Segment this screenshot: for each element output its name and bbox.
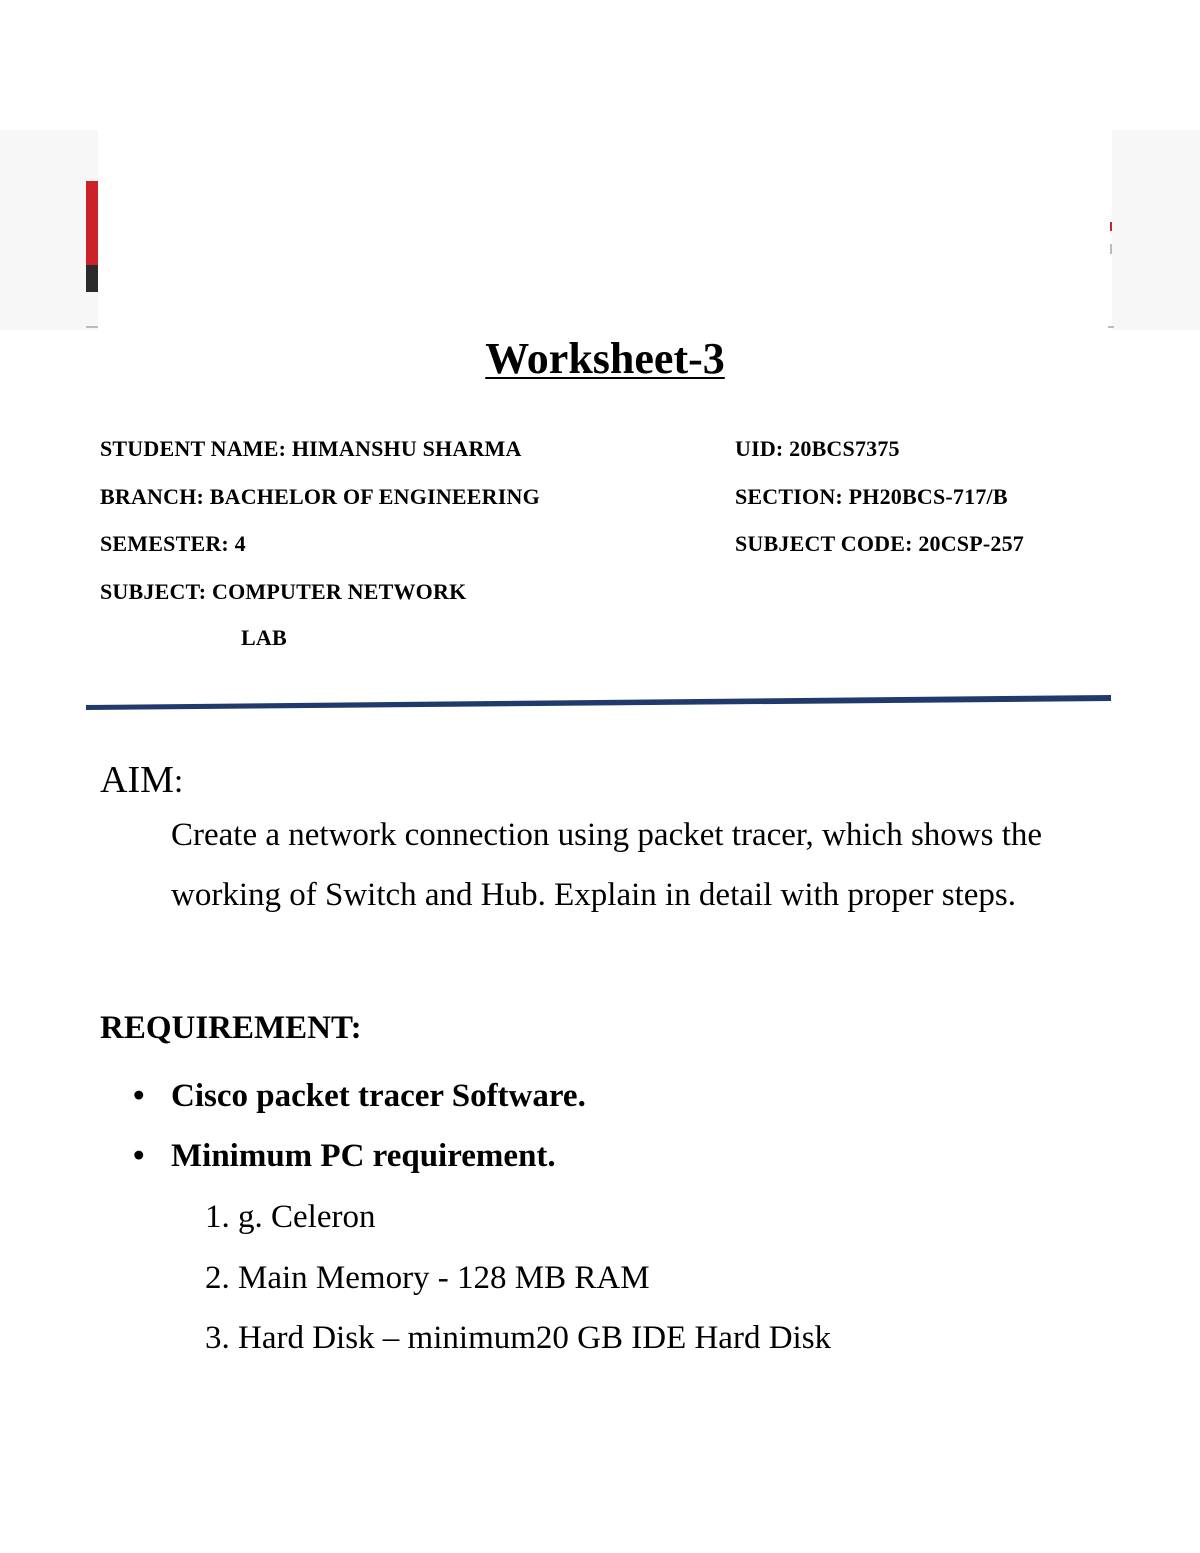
item-number: 2.: [205, 1260, 230, 1296]
item-text: g. Celeron: [238, 1199, 376, 1235]
bullet-text: Minimum PC requirement.: [171, 1138, 556, 1174]
uid: UID: 20BCS7375: [735, 436, 900, 461]
bullet-text: Cisco packet tracer Software.: [171, 1078, 586, 1114]
aim-heading-label: AIM: [100, 759, 174, 801]
subject: SUBJECT: COMPUTER NETWORK: [100, 579, 467, 604]
aim-heading: [100, 758, 183, 802]
numbered-item: [205, 1199, 375, 1236]
header-area: [98, 130, 1112, 330]
header-left-tick: [86, 326, 98, 328]
section-divider-rule: [86, 695, 1116, 715]
item-number: 3.: [205, 1320, 230, 1356]
item-number: 1.: [205, 1199, 230, 1235]
header-red-accent-bar: [86, 181, 98, 265]
section: SECTION: PH20BCS-717/B: [735, 484, 1008, 509]
header-dark-accent-bar: [86, 265, 98, 292]
aim-heading-colon: :: [173, 763, 184, 800]
header-right-red-mark: [1110, 222, 1112, 231]
bullet-icon: •: [133, 1138, 145, 1174]
item-text: Main Memory - 128 MB RAM: [238, 1260, 650, 1296]
numbered-item: [205, 1260, 650, 1297]
subject-continued: LAB: [241, 625, 287, 650]
branch: BRANCH: BACHELOR OF ENGINEERING: [100, 484, 540, 509]
aim-text: Create a network connection using packet tracer, which shows the working of Switch and Hub. Explain in detail with proper steps.: [171, 817, 1043, 913]
semester: SEMESTER: 4: [100, 531, 246, 556]
subject-code: SUBJECT CODE: 20CSP-257: [735, 531, 1025, 556]
list-item: [133, 1138, 556, 1175]
list-item: [133, 1078, 586, 1115]
student-name: STUDENT NAME: HIMANSHU SHARMA: [100, 436, 522, 461]
header-right-tick: [1108, 326, 1114, 328]
requirement-heading: REQUIREMENT:: [100, 1010, 362, 1046]
item-text: Hard Disk – minimum20 GB IDE Hard Disk: [238, 1320, 832, 1356]
page-title: Worksheet-3: [485, 334, 725, 383]
header-right-gray-mark: [1110, 244, 1112, 254]
bullet-icon: •: [133, 1078, 145, 1114]
numbered-item: [205, 1320, 831, 1357]
